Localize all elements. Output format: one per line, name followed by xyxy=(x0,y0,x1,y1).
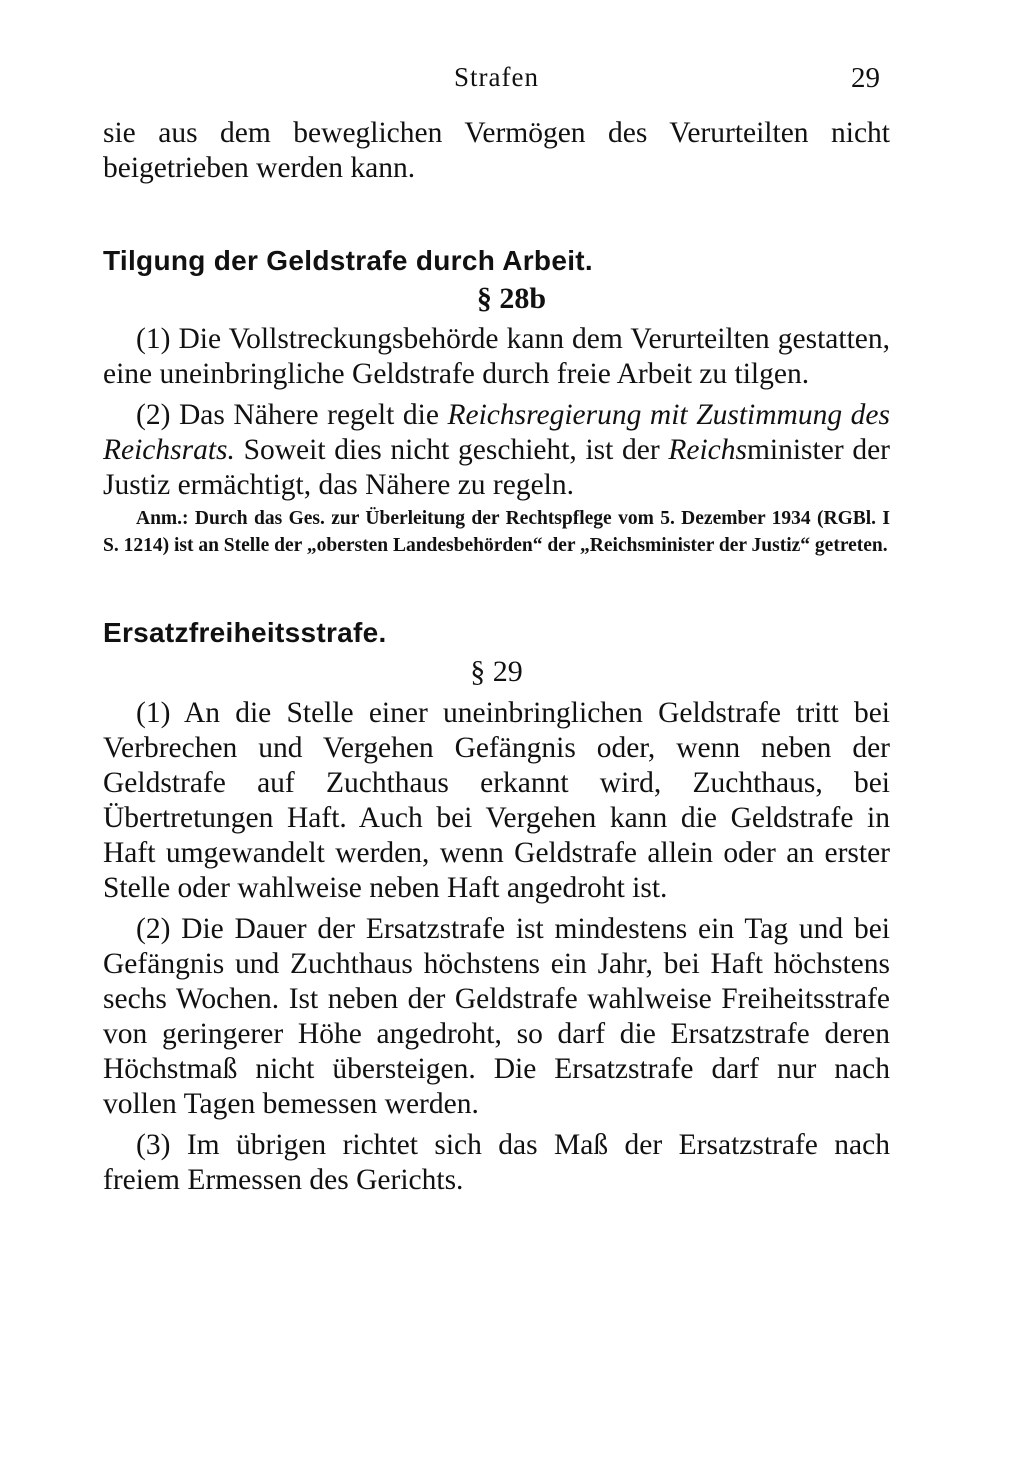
paragraph-29-1: (1) An die Stelle einer uneinbringlichen Geldstrafe tritt bei Verbrechen und Vergehen Gefängnis oder, wenn neben der Geldstrafe auf Zuchthaus erkannt wird, Zuchthaus, bei Übertretungen Haft. Auch bei Vergehen kann die Geldstrafe in Haft umgewandelt werden, wenn Geldstrafe allein oder an erster Stelle oder wahlweise neben Haft angedroht ist. xyxy=(103,697,890,904)
section-mark-29: § 29 xyxy=(470,655,523,688)
paragraph-28b-2-prefix: (2) Das Nähere regelt die xyxy=(136,399,448,431)
continuation-paragraph: sie aus dem beweglichen Vermögen des Verurteilten nicht beigetrieben werden kann. xyxy=(103,117,890,184)
section-mark-28b: § 28b xyxy=(476,282,547,315)
paragraph-28b-1: (1) Die Vollstreckungsbehörde kann dem Verurteilten gestatten, eine uneinbringliche Geldstrafe durch freie Arbeit zu tilgen. xyxy=(103,323,890,390)
paragraph-28b-2-suffix: minister der Justiz ermächtigt, das Nähere zu regeln. xyxy=(103,434,890,501)
paragraph-28b-2-italic-1: Reichsregierung mit Zustimmung des Reichsrats. xyxy=(103,399,890,466)
page-number: 29 xyxy=(851,62,880,94)
running-title: Strafen xyxy=(454,62,539,92)
paragraph-29-3: (3) Im übrigen richtet sich das Maß der Ersatzstrafe nach freiem Ermessen des Gerichts. xyxy=(103,1129,890,1196)
paragraph-28b-2-italic-2: Reichs xyxy=(668,434,747,466)
paragraph-28b-2 xyxy=(103,398,890,503)
annotation-label: Anm.: xyxy=(136,508,189,529)
book-page xyxy=(103,58,890,1198)
annotation-note xyxy=(103,505,890,559)
section-heading-29: Ersatzfreiheitsstrafe. xyxy=(103,617,387,648)
paragraph-28b-2-middle: Soweit dies nicht geschieht, ist der xyxy=(234,434,669,466)
annotation-text: Durch das Ges. zur Überleitung der Rechtspflege vom 5. Dezember 1934 (RGBl. I S. 1214) ist an Stelle der „obersten Landesbehörden“ der „Reichsminister der Justiz“ getreten. xyxy=(103,508,891,556)
paragraph-29-2: (2) Die Dauer der Ersatzstrafe ist mindestens ein Tag und bei Gefängnis und Zuchthaus höchstens ein Jahr, bei Haft höchstens sechs Wochen. Ist neben der Geldstrafe wahlweise Freiheitsstrafe von geringerer Höhe angedroht, so darf die Ersatzstrafe deren Höchstmaß nicht übersteigen. Die Ersatzstrafe darf nur nach vollen Tagen bemessen werden. xyxy=(103,913,890,1120)
section-heading-28b: Tilgung der Geldstrafe durch Arbeit. xyxy=(103,245,593,276)
running-head xyxy=(103,58,890,102)
